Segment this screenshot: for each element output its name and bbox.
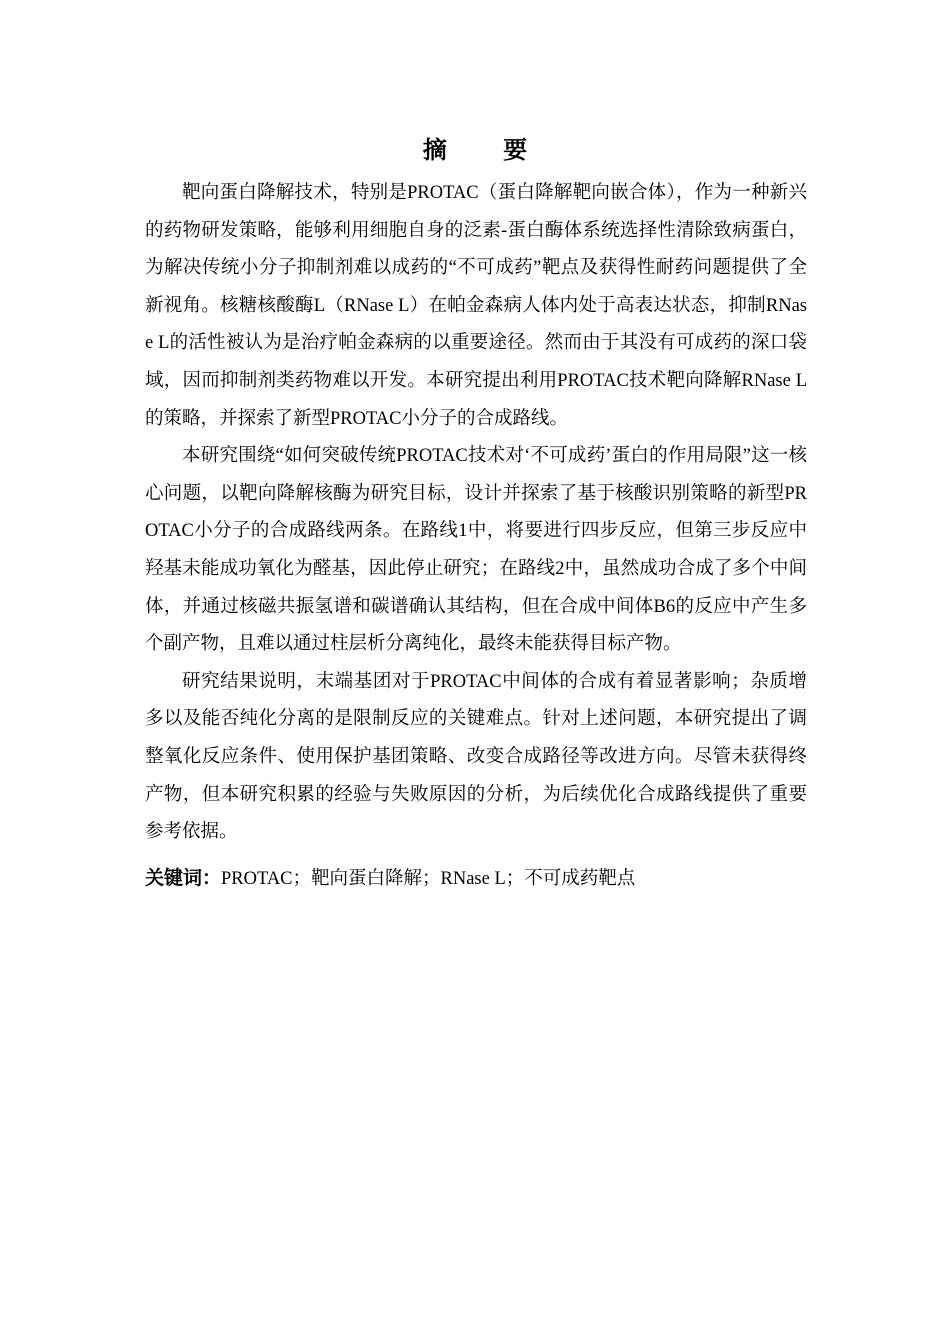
abstract-title: 摘 要 <box>422 136 552 164</box>
abstract-paragraph-1: 靶向蛋白降解技术，特别是PROTAC（蛋白降解靶向嵌合体），作为一种新兴的药物研发策略，能够利用细胞自身的泛素-蛋白酶体系统选择性清除致病蛋白，为解决传统小分子抑制剂难以成药的“不可成药”靶点及获得性耐药问题提供了全新视角。核糖核酸酶L（RNase L）在帕金森病人体内处于高表达状态，抑制RNase L的活性被认为是治疗帕金森病的以重要途径。然而由于其没有可成药的深口袋域，因而抑制剂类药物难以开发。本研究提出利用PROTAC技术靶向降解RNase L的策略，并探索了新型PROTAC小分子的合成路线。 <box>145 183 807 429</box>
keywords-line <box>145 863 807 894</box>
keywords-label: 关键词： <box>145 866 222 889</box>
keywords-text: PROTAC；靶向蛋白降解；RNase L；不可成药靶点 <box>221 868 636 889</box>
abstract-paragraph-3: 研究结果说明，末端基团对于PROTAC中间体的合成有着显著影响；杂质增多以及能否纯化分离的是限制反应的关键难点。针对上述问题，本研究提出了调整氧化反应条件、使用保护基团策略、改变合成路径等改进方向。尽管未获得终产物，但本研究积累的经验与失败原因的分析，为后续优化合成路线提供了重要参考依据。 <box>145 671 807 843</box>
abstract-paragraph-2: 本研究围绕“如何突破传统PROTAC技术对‘不可成药’蛋白的作用局限”这一核心问题，以靶向降解核酶为研究目标，设计并探索了基于核酸识别策略的新型PROTAC小分子的合成路线两条。在路线1中，将要进行四步反应，但第三步反应中羟基未能成功氧化为醛基，因此停止研究；在路线2中，虽然成功合成了多个中间体，并通过核磁共振氢谱和碳谱确认其结构，但在合成中间体B6的反应中产生多个副产物，且难以通过柱层析分离纯化，最终未能获得目标产物。 <box>145 446 807 655</box>
abstract-body <box>145 175 807 894</box>
